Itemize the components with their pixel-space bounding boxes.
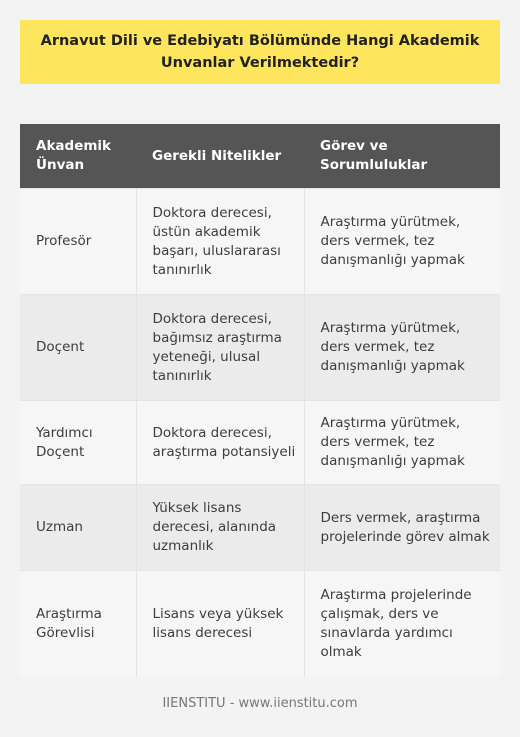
table-row [20,571,500,677]
cell-title: Yardımcı Doçent [20,401,136,485]
academic-titles-table [20,124,500,677]
footer-credit: IIENSTITU - www.iienstitu.com [162,696,358,711]
cell-duties: Araştırma yürütmek, ders vermek, tez danışmanlığı yapmak [304,401,500,485]
column-header-title: Akademik Ünvan [20,124,136,189]
cell-duties: Araştırma projelerinde çalışmak, ders ve sınavlarda yardımcı olmak [304,571,500,677]
table-row [20,295,500,401]
cell-qualifications: Doktora derecesi, araştırma potansiyeli [136,401,304,485]
page-title: Arnavut Dili ve Edebiyatı Bölümünde Hangi Akademik Unvanlar Verilmektedir? [40,33,480,71]
table-row [20,401,500,485]
table-row [20,189,500,295]
column-header-qualifications: Gerekli Nitelikler [136,124,304,189]
cell-qualifications: Doktora derecesi, bağımsız araştırma yeteneği, ulusal tanınırlık [136,295,304,401]
cell-duties: Araştırma yürütmek, ders vermek, tez danışmanlığı yapmak [304,295,500,401]
cell-qualifications: Lisans veya yüksek lisans derecesi [136,571,304,677]
cell-qualifications: Yüksek lisans derecesi, alanında uzmanlık [136,485,304,571]
cell-title: Araştırma Görevlisi [20,571,136,677]
column-header-duties: Görev ve Sorumluluklar [304,124,500,189]
table-header-row [20,124,500,189]
cell-duties: Ders vermek, araştırma projelerinde görev almak [304,485,500,571]
cell-duties: Araştırma yürütmek, ders vermek, tez danışmanlığı yapmak [304,189,500,295]
title-banner [20,20,500,84]
cell-title: Doçent [20,295,136,401]
table-row [20,485,500,571]
cell-title: Uzman [20,485,136,571]
cell-title: Profesör [20,189,136,295]
cell-qualifications: Doktora derecesi, üstün akademik başarı, uluslararası tanınırlık [136,189,304,295]
